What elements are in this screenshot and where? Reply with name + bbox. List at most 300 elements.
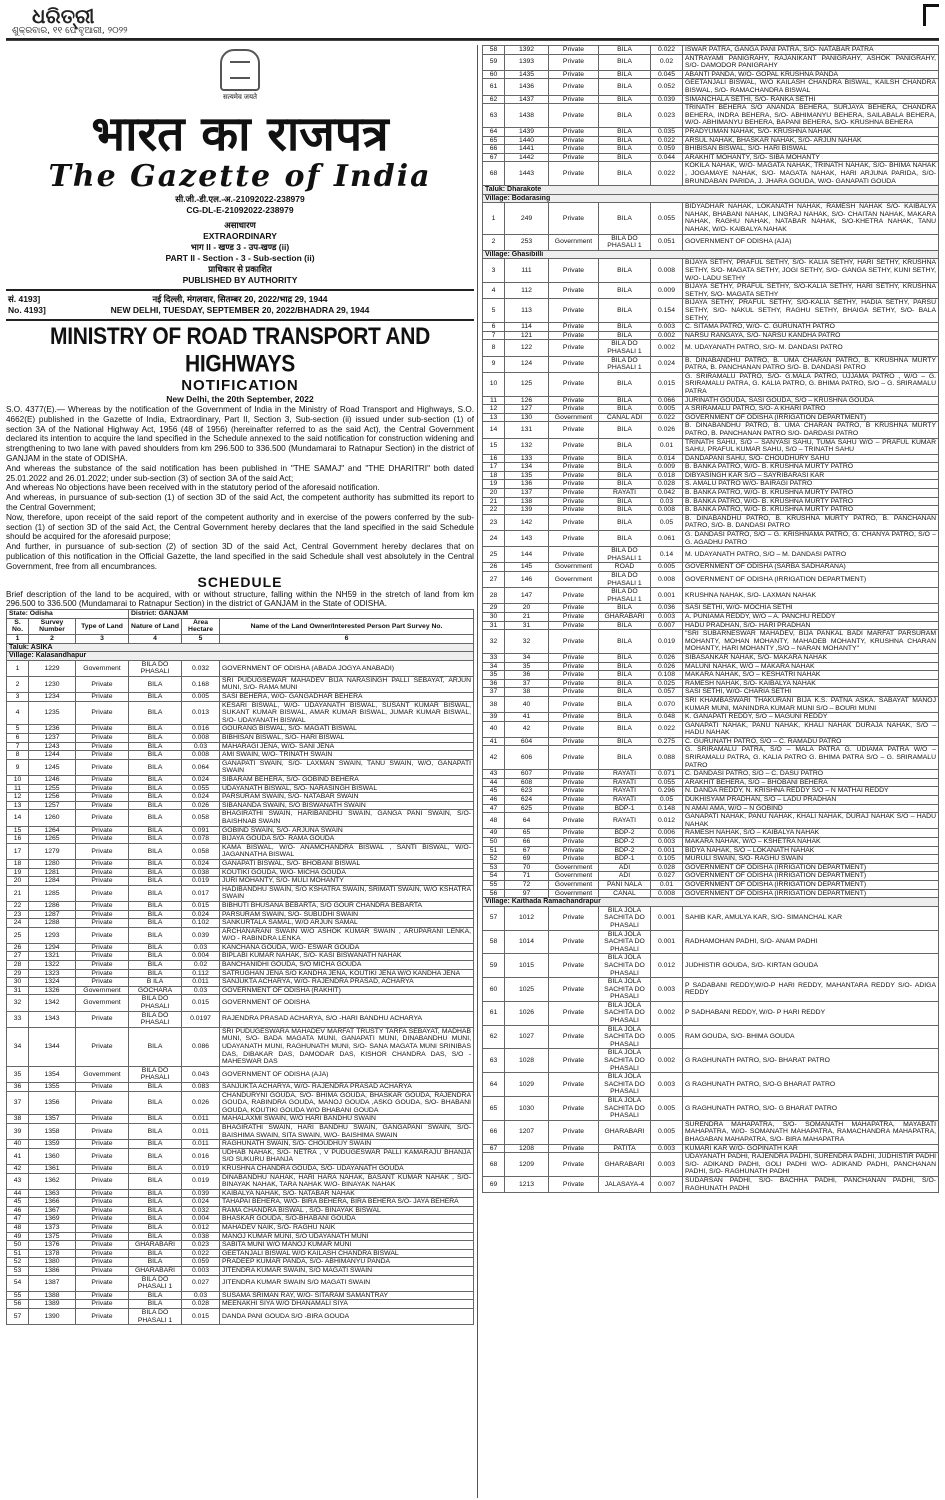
cell-sno: 1 bbox=[7, 660, 29, 676]
cell-sno: 42 bbox=[483, 746, 505, 770]
cell-sno: 33 bbox=[7, 1011, 29, 1027]
cell-sno: 46 bbox=[7, 1206, 29, 1215]
cell-area: 0.014 bbox=[651, 454, 683, 463]
table-row bbox=[7, 943, 474, 952]
cell-owner: SRI PUDUGESWARA MAHADEV MARFAT TRUSTY TARFA SEBAYAT, MADHAB MUNI, S/O- BADA MAGATA MUNI, GANAPATI MUNI, DINABANDHU MUNI, UDAYANATH MUNI, RAGHUNATH MUNI, S/O- SANA MAGATA MUNI SRINIBAS DAS, DIBAKAR DAS, DAMODAR DAS, KISHOR CHANDRA DAS, S/O - MAHESWAR DAS bbox=[220, 1027, 474, 1066]
cell-type: Private bbox=[549, 259, 599, 283]
cell-owner: ABANTI PANDA, W/O- GOPAL KRUSHNA PANDA bbox=[683, 70, 939, 79]
table-row bbox=[483, 872, 939, 881]
table-row bbox=[7, 1258, 474, 1267]
col-header-owner: Name of the Land Owner/Interested Person Part Survey No. bbox=[220, 618, 474, 634]
cell-area: 0.019 bbox=[182, 1173, 220, 1189]
cell-type: Private bbox=[76, 751, 129, 760]
cell-nature: BDP-2 bbox=[599, 846, 651, 855]
cell-nature: ROAD bbox=[599, 563, 651, 572]
cell-survey: 1213 bbox=[505, 1176, 549, 1192]
cell-type: Private bbox=[76, 725, 129, 734]
section-row bbox=[7, 643, 474, 652]
section-label: Village: Kalasandhapur bbox=[7, 652, 474, 661]
cell-sno: 46 bbox=[483, 796, 505, 805]
cell-owner: TAHAPAI BEHERA, W/O- BIRA BEHERA, BIRA BEHERA S/O- JAYA BEHERA bbox=[220, 1198, 474, 1207]
cell-nature: BILA bbox=[599, 46, 651, 55]
cell-area: 0.022 bbox=[651, 46, 683, 55]
cell-survey: 608 bbox=[505, 778, 549, 787]
cell-area: 0.024 bbox=[182, 1198, 220, 1207]
cell-type: Private bbox=[549, 340, 599, 356]
cell-sno: 45 bbox=[7, 1198, 29, 1207]
cell-type: Government bbox=[549, 880, 599, 889]
section-label: Village: Bodarasing bbox=[483, 194, 939, 203]
cell-nature: BILA bbox=[129, 734, 182, 743]
cell-sno: 5 bbox=[483, 299, 505, 323]
cell-owner: KAIBALYA NAHAK, S/O- NATABAR NAHAK bbox=[220, 1189, 474, 1198]
cell-sno: 9 bbox=[483, 356, 505, 372]
cell-owner: RAMESH NAHAK, S/O- KAIBALYA NAHAK bbox=[683, 679, 939, 688]
cell-owner: BIJAYA SETHY, PRAFUL SETHY, S/O-KALIA SETHY, HADIA SETHY, PARSU SETHY, S/O- NAKUL SETHY, RAGHU SETHY, BHAIGA SETHY, S/O- BALA SETHY, bbox=[683, 299, 939, 323]
cell-area: 0.005 bbox=[182, 693, 220, 702]
table-row bbox=[483, 299, 939, 323]
cell-owner: B. BANKA PATRO, W/O- B. KRUSHNA MURTY PATRO bbox=[683, 463, 939, 472]
section-row bbox=[483, 898, 939, 907]
cell-sno: 21 bbox=[7, 885, 29, 901]
cell-owner: AMI SWAIN, W/O- TRINATH SWAIN bbox=[220, 751, 474, 760]
cell-survey: 1362 bbox=[29, 1173, 76, 1189]
cell-area: 0.003 bbox=[651, 1144, 683, 1153]
cell-survey: 1442 bbox=[505, 153, 549, 162]
cell-owner: ARCHANARANI SWAIN W/O ASHOK KUMAR SWAIN , ARUPARANI LENKA, W/O - RABINDRA LENKA bbox=[220, 927, 474, 943]
cell-survey: 1355 bbox=[29, 1082, 76, 1091]
cell-sno: 43 bbox=[483, 770, 505, 779]
table-row bbox=[7, 843, 474, 859]
schedule-table-right bbox=[482, 45, 939, 1193]
cell-nature: BILA bbox=[599, 497, 651, 506]
cell-nature: BILA bbox=[129, 927, 182, 943]
cell-survey: 137 bbox=[505, 489, 549, 498]
table-row bbox=[7, 801, 474, 810]
cell-nature: BILA bbox=[129, 919, 182, 928]
cell-owner: CHANDURYNI GOUDA, S/O- BHIMA GOUDA, BHASKAR GOUDA, RAJENDRA GOUDA, RABINDRA GOUDA, MANOJ GOUDA ,ASKO GOUDA, S/O- BHABANI GOUDA, KOUTIKI GOUDA W/O BHABANI GOUDA bbox=[220, 1091, 474, 1115]
cell-owner: GEETANJALI BISWAL, W/O KAILASH CHANDRA BISWAL, KAILSH CHANDRA BISWAL, S/O- RAMACHANDRA BISWAL bbox=[683, 79, 939, 95]
cell-survey: 1322 bbox=[29, 961, 76, 970]
cell-area: 0.038 bbox=[182, 868, 220, 877]
cell-owner: B. DINABANDHU PATRO, B. UMA CHARAN PATRO, B KRUSHNA MURTY PATRO, B. PANCHANAN PATRO S/O- DARDASI PATRO bbox=[683, 422, 939, 438]
table-row bbox=[7, 952, 474, 961]
cell-nature: BILA bbox=[599, 259, 651, 283]
table-row bbox=[483, 471, 939, 480]
cell-sno: 29 bbox=[483, 604, 505, 613]
cell-sno: 65 bbox=[483, 1097, 505, 1121]
cell-area: 0.086 bbox=[182, 1027, 220, 1066]
table-row bbox=[483, 422, 939, 438]
table-row bbox=[483, 588, 939, 604]
cell-owner: DANDA PANI GOUDA S/O -BIRA GOUDA bbox=[220, 1309, 474, 1325]
cell-type: Private bbox=[549, 679, 599, 688]
cell-type: Government bbox=[549, 234, 599, 250]
gazette-type: EXTRAORDINARY bbox=[203, 231, 277, 241]
cell-owner: ISWAR PATRA, GANGA PANI PATRA, S/O- NATABAR PATRA bbox=[683, 46, 939, 55]
newspaper-date: ଶୁକ୍ରବାର, ୧୧ ଫେବୃଆରୀ, ୨୦୨୨ bbox=[12, 26, 128, 36]
notification-paragraph: S.O. 4377(E).— Whereas by the notification of the Government of India in the Ministry of Road Transport and Highways, S.O. 4662(E) published in the Gazette of India, Extraordinary, Part II, Section 3, Sub-section (ii) issued under sub-section (1) of section 3A of the National Highway Act, 1956 (48 of 1956) (hereinafter referred to as the said Act), the Central Government declared its intention to acquire the land specified in the Schedule annexed to the said notification for construction widening and strengthening to two lane with paved shoulders from km 296.500 to 336.500 (Mundamarai to Ratnapur Section) in the district of GANJAM in the state of ODISHA. bbox=[6, 405, 474, 463]
cell-type: Private bbox=[549, 737, 599, 746]
cell-owner: BHIBISAN BISWAL, S/O- HARI BISWAL bbox=[683, 145, 939, 154]
table-row bbox=[483, 70, 939, 79]
cell-survey: 1265 bbox=[29, 835, 76, 844]
cell-type: Private bbox=[76, 793, 129, 802]
cell-area: 0.026 bbox=[182, 801, 220, 810]
cell-area: 0.05 bbox=[651, 796, 683, 805]
cell-nature: BILA bbox=[129, 1027, 182, 1066]
gazette-code-hindi: सी.जी.-डी.एल.-अ.-21092022-238979 bbox=[175, 194, 305, 204]
cell-survey: 40 bbox=[505, 696, 549, 712]
cell-sno: 35 bbox=[483, 671, 505, 680]
cell-sno: 68 bbox=[483, 1153, 505, 1177]
cell-sno: 48 bbox=[483, 813, 505, 829]
cell-owner: MAHALAXMI SWAIN, W/O HARI BANDHU SWAIN bbox=[220, 1115, 474, 1124]
cell-nature: PANI NALA bbox=[599, 880, 651, 889]
cell-type: Private bbox=[76, 1198, 129, 1207]
cell-sno: 50 bbox=[7, 1241, 29, 1250]
cell-owner: DANDAPANI SAHU, S/O- CHOUDHURY SAHU bbox=[683, 454, 939, 463]
cell-area: 0.022 bbox=[651, 413, 683, 422]
cell-type: Private bbox=[76, 1275, 129, 1291]
cell-area: 0.066 bbox=[651, 396, 683, 405]
cell-area: 0.015 bbox=[651, 372, 683, 396]
table-row bbox=[483, 372, 939, 396]
cell-owner: C. GURUNATH PATRO, S/O – C. RAMADU PATRO bbox=[683, 737, 939, 746]
cell-owner: ARAKHIT BEHERA, S/O – BHOBANI BEHERA bbox=[683, 778, 939, 787]
cell-type: Private bbox=[549, 1025, 599, 1049]
cell-owner: DINABANDHU NAHAK, HARI HARA NAHAK, BASANT KUMAR NAHAK , S/O- BINAYAK NAHAK, TARA NAHAK W/O- BINAYAK NAHAK bbox=[220, 1173, 474, 1189]
cell-owner: SIMANCHALA SETHI, S/O- RANKA SETHI bbox=[683, 95, 939, 104]
cell-area: 0.008 bbox=[651, 889, 683, 898]
cell-type: Private bbox=[549, 796, 599, 805]
cell-sno: 16 bbox=[7, 835, 29, 844]
table-row bbox=[7, 961, 474, 970]
cell-area: 0.059 bbox=[182, 1258, 220, 1267]
cell-type: Private bbox=[76, 1148, 129, 1164]
cell-sno: 20 bbox=[483, 489, 505, 498]
cell-nature: GHARABARI bbox=[129, 1267, 182, 1276]
cell-area: 0.017 bbox=[182, 885, 220, 901]
cell-area: 0.024 bbox=[182, 776, 220, 785]
cell-survey: 624 bbox=[505, 796, 549, 805]
cell-survey: 41 bbox=[505, 713, 549, 722]
table-row bbox=[7, 676, 474, 692]
cell-nature: BILA DO PHASALI 1 bbox=[599, 234, 651, 250]
cell-survey: 1207 bbox=[505, 1120, 549, 1144]
cell-area: 0.051 bbox=[651, 234, 683, 250]
cell-area: 0.052 bbox=[651, 79, 683, 95]
table-row bbox=[483, 880, 939, 889]
cell-owner: B. BANKA PATRO, W/O- B. KRUSHNA MURTY PATRO bbox=[683, 497, 939, 506]
cell-area: 0.022 bbox=[651, 721, 683, 737]
col-num: 5 bbox=[182, 634, 220, 643]
cell-owner: MAKARA NAHAK, W/O – KSHETRA NAHAK bbox=[683, 838, 939, 847]
cell-owner: BIJAYA SETHY, PRAFUL SETHY, S/O- KALIA SETHY, HARI SETHY, KRUSHNA SETHY, S/O- MAGATA SETHY, JOGI SETHY, S/O- GANGA SETHY, KUNI SETHY, W/O- LADU SETHY bbox=[683, 259, 939, 283]
cell-area: 0.027 bbox=[182, 1275, 220, 1291]
cell-owner: KAMA BISWAL, W/O- ANAMCHANDRA BISWAL , SANTI BISWAL, W/O- JAGANNATHA BISWAL bbox=[220, 843, 474, 859]
cell-nature: BILA bbox=[599, 372, 651, 396]
cell-owner: PRADYUMAN NAHAK, S/O- KRUSHNA NAHAK bbox=[683, 127, 939, 136]
cell-area: 0.011 bbox=[182, 978, 220, 987]
table-row bbox=[483, 1097, 939, 1121]
cell-nature: CANAL bbox=[599, 889, 651, 898]
cell-area: 0.03 bbox=[182, 943, 220, 952]
table-row bbox=[483, 746, 939, 770]
cell-nature: BILA bbox=[129, 969, 182, 978]
table-row bbox=[7, 969, 474, 978]
cell-nature: BILA bbox=[129, 1258, 182, 1267]
cell-sno: 34 bbox=[7, 1027, 29, 1066]
cell-survey: 1256 bbox=[29, 793, 76, 802]
cell-nature: RAYATI bbox=[599, 787, 651, 796]
cell-owner: PARSURAM SWAIN, S/O- SUBUDHI SWAIN bbox=[220, 910, 474, 919]
cell-survey: 36 bbox=[505, 671, 549, 680]
cell-sno: 37 bbox=[483, 688, 505, 697]
table-row bbox=[483, 906, 939, 930]
cell-owner: SRI KHAMBASWARI THAKURANI BIJA K.S. PATNA ASKA. SABAYAT MANOJ KUMAR MUNI, MANINDRA KUMAR MUNI S/O – BOURI MUNI bbox=[683, 696, 939, 712]
cell-area: 0.026 bbox=[651, 662, 683, 671]
table-row bbox=[7, 776, 474, 785]
cell-type: Private bbox=[549, 127, 599, 136]
cell-survey: 131 bbox=[505, 422, 549, 438]
cell-owner: SANJUKTA ACHARYA, W/O- RAJENDRA PRASAD ACHARYA bbox=[220, 1082, 474, 1091]
table-row bbox=[483, 679, 939, 688]
table-row bbox=[7, 1232, 474, 1241]
cell-type: Private bbox=[549, 746, 599, 770]
cell-type: Private bbox=[549, 422, 599, 438]
cell-type: Government bbox=[76, 986, 129, 995]
cell-sno: 22 bbox=[483, 506, 505, 515]
cell-type: Government bbox=[76, 995, 129, 1011]
cell-owner: KRUSHNA CHANDRA GOUDA, S/O- UDAYANATH GOUDA bbox=[220, 1164, 474, 1173]
cell-survey: 143 bbox=[505, 531, 549, 547]
section-row bbox=[483, 250, 939, 259]
cell-type: Government bbox=[549, 572, 599, 588]
cell-owner: MAHADEV NAIK, S/O- RAGHU NAIK bbox=[220, 1224, 474, 1233]
cell-nature: BILA JOLA SACHITA DO PHASALI bbox=[599, 1025, 651, 1049]
cell-owner: MEENAKHI SIYA W/O DHANAMALI SIYA bbox=[220, 1300, 474, 1309]
table-row bbox=[483, 804, 939, 813]
cell-area: 0.012 bbox=[651, 813, 683, 829]
cell-owner: S. AMALU PATRO W/O- BAIRAGI PATRO bbox=[683, 480, 939, 489]
table-row bbox=[7, 1198, 474, 1207]
cell-survey: 133 bbox=[505, 454, 549, 463]
table-row bbox=[483, 688, 939, 697]
cell-area: 0.005 bbox=[651, 563, 683, 572]
cell-owner: BANCHANIDHI GOUDA, S/O MICHA GOUDA bbox=[220, 961, 474, 970]
notification-paragraph: Now, therefore, upon receipt of the said report of the competent authority and in exercise of the powers conferred by the sub-section (1) of section 3D of the said Act, the Central Government hereby declares that the land specified in the said Schedule should be acquired for the aforesaid purpose; bbox=[6, 512, 474, 542]
cell-type: Private bbox=[76, 676, 129, 692]
cell-survey: 1342 bbox=[29, 995, 76, 1011]
cell-area: 0.032 bbox=[182, 660, 220, 676]
cell-nature: BILA bbox=[129, 801, 182, 810]
table-row bbox=[483, 438, 939, 454]
cell-owner: RAMA CHANDRA BISWAL , S/O- BINAYAK BISWAL bbox=[220, 1206, 474, 1215]
cell-nature: BILA bbox=[129, 901, 182, 910]
cell-nature: BILA bbox=[599, 713, 651, 722]
cell-sno: 69 bbox=[483, 1176, 505, 1192]
table-row bbox=[483, 813, 939, 829]
cell-survey: 1293 bbox=[29, 927, 76, 943]
cell-nature: BILA bbox=[599, 604, 651, 613]
section-label: Village: Kaithada Ramachandrapur bbox=[483, 898, 939, 907]
cell-owner: JURINATH GOUDA, SASI GOUDA, S/O – KRUSHNA GOUDA bbox=[683, 396, 939, 405]
cell-nature: BILA DO PHASALI bbox=[129, 1066, 182, 1082]
cell-sno: 56 bbox=[483, 889, 505, 898]
cell-area: 0.058 bbox=[182, 843, 220, 859]
cell-area: 0.011 bbox=[182, 1123, 220, 1139]
cell-sno: 13 bbox=[483, 413, 505, 422]
cell-type: Private bbox=[76, 826, 129, 835]
cell-owner: GOVERNMENT OF ODISHA bbox=[220, 995, 474, 1011]
cell-sno: 18 bbox=[483, 471, 505, 480]
gazette-page bbox=[6, 40, 939, 1498]
cell-survey: 42 bbox=[505, 721, 549, 737]
cell-type: Private bbox=[76, 784, 129, 793]
cell-area: 0.022 bbox=[651, 162, 683, 186]
cell-sno: 26 bbox=[7, 943, 29, 952]
cell-type: Private bbox=[76, 1206, 129, 1215]
cell-sno: 48 bbox=[7, 1224, 29, 1233]
cell-type: Private bbox=[549, 506, 599, 515]
table-row bbox=[483, 1001, 939, 1025]
gazette-code: CG-DL-E-21092022-238979 bbox=[186, 205, 294, 215]
cell-type: Private bbox=[549, 356, 599, 372]
table-row bbox=[7, 927, 474, 943]
cell-area: 0.004 bbox=[182, 952, 220, 961]
cell-type: Private bbox=[549, 1073, 599, 1097]
cell-survey: 124 bbox=[505, 356, 549, 372]
cell-type: Private bbox=[76, 943, 129, 952]
cell-sno: 25 bbox=[483, 547, 505, 563]
cell-nature: BILA bbox=[599, 323, 651, 332]
cell-type: Private bbox=[76, 877, 129, 886]
cell-survey: 21 bbox=[505, 612, 549, 621]
cell-owner: GEETANJALI BISWAL W/O KAILASH CHANDRA BISWAL bbox=[220, 1249, 474, 1258]
table-row bbox=[483, 713, 939, 722]
table-row bbox=[7, 835, 474, 844]
cell-sno: 58 bbox=[483, 930, 505, 954]
cell-survey: 1361 bbox=[29, 1164, 76, 1173]
cell-nature: BILA bbox=[599, 471, 651, 480]
cell-type: Private bbox=[76, 919, 129, 928]
cell-survey: 1358 bbox=[29, 1123, 76, 1139]
cell-survey: 122 bbox=[505, 340, 549, 356]
cell-type: Private bbox=[76, 1232, 129, 1241]
cell-survey: 606 bbox=[505, 746, 549, 770]
cell-area: 0.045 bbox=[651, 70, 683, 79]
cell-type: Private bbox=[549, 813, 599, 829]
cell-survey: 625 bbox=[505, 804, 549, 813]
cell-survey: 1343 bbox=[29, 1011, 76, 1027]
cell-area: 0.007 bbox=[651, 1176, 683, 1192]
cell-sno: 7 bbox=[483, 331, 505, 340]
state-label: State: Odisha bbox=[7, 610, 129, 619]
col-header-sno: S. No. bbox=[7, 618, 29, 634]
cell-type: Private bbox=[549, 70, 599, 79]
cell-survey: 1286 bbox=[29, 901, 76, 910]
cell-area: 0.018 bbox=[651, 471, 683, 480]
cell-owner: MALUNI NAHAK, W/O – MAKARA NAHAK bbox=[683, 662, 939, 671]
cell-type: Private bbox=[549, 136, 599, 145]
cell-nature: BILA bbox=[599, 79, 651, 95]
cell-owner: SURENDRA MAHAPATRA, S/O- SOMANATH MAHAPATRA, MAYABATI MAHAPATRA, W/O- SOMANATH MAHAPATRA, RAMACHANDRA MAHAPATRA, BHAGABAN MAHAPATRA, S/O- BIRA MAHAPATRA bbox=[683, 1120, 939, 1144]
cell-area: 0.006 bbox=[651, 829, 683, 838]
cell-owner: JITENDRA KUMAR SWAIN S/O MAGATI SWAIN bbox=[220, 1275, 474, 1291]
cell-sno: 62 bbox=[483, 1025, 505, 1049]
cell-survey: 1026 bbox=[505, 1001, 549, 1025]
cell-owner: G RAGHUNATH PATRO, S/O- BHARAT PATRO bbox=[683, 1049, 939, 1073]
cell-nature: BILA bbox=[599, 746, 651, 770]
cell-area: 0.009 bbox=[651, 463, 683, 472]
section-row bbox=[483, 186, 939, 195]
notification-body bbox=[6, 405, 474, 572]
cell-survey: 1360 bbox=[29, 1148, 76, 1164]
cell-nature: BILA bbox=[129, 943, 182, 952]
cell-type: Private bbox=[76, 835, 129, 844]
cell-survey: 64 bbox=[505, 813, 549, 829]
cell-nature: BILA bbox=[129, 1123, 182, 1139]
table-row bbox=[483, 630, 939, 654]
cell-owner: SASI BEHERA, W/O- GANGADHAR BEHERA bbox=[220, 693, 474, 702]
cell-area: 0.168 bbox=[182, 676, 220, 692]
cell-owner: KANCHANA GOUDA, W/O- ESWAR GOUDA bbox=[220, 943, 474, 952]
cell-sno: 52 bbox=[7, 1258, 29, 1267]
cell-sno: 57 bbox=[483, 906, 505, 930]
cell-type: Private bbox=[76, 961, 129, 970]
cell-nature: BILA bbox=[599, 331, 651, 340]
cell-survey: 1326 bbox=[29, 986, 76, 995]
cell-survey: 607 bbox=[505, 770, 549, 779]
cell-nature: BILA bbox=[599, 95, 651, 104]
cell-survey: 1389 bbox=[29, 1300, 76, 1309]
table-row bbox=[7, 877, 474, 886]
cell-sno: 60 bbox=[483, 978, 505, 1002]
cell-area: 0.071 bbox=[651, 770, 683, 779]
cell-owner: DUKHISYAM PRADHAN, S/O – LADU PRADHAN bbox=[683, 796, 939, 805]
cell-nature: BILA bbox=[599, 514, 651, 530]
table-row bbox=[483, 104, 939, 128]
cell-type: Private bbox=[549, 153, 599, 162]
cell-sno: 12 bbox=[7, 793, 29, 802]
cell-type: Private bbox=[549, 454, 599, 463]
cell-type: Private bbox=[549, 203, 599, 234]
cell-nature: BILA bbox=[129, 1173, 182, 1189]
cell-survey: 1288 bbox=[29, 919, 76, 928]
table-row bbox=[483, 721, 939, 737]
cell-nature: BILA bbox=[129, 1164, 182, 1173]
cell-type: Government bbox=[549, 563, 599, 572]
cell-nature: BILA bbox=[129, 961, 182, 970]
cell-type: Private bbox=[76, 843, 129, 859]
cell-type: Private bbox=[76, 1309, 129, 1325]
cell-nature: BILA bbox=[129, 868, 182, 877]
table-row bbox=[7, 759, 474, 775]
cell-nature: BILA bbox=[129, 877, 182, 886]
cell-owner: N AMAI AMA, W/O – N GOBIND bbox=[683, 804, 939, 813]
cell-nature: RAYATI bbox=[599, 770, 651, 779]
cell-nature: BILA bbox=[599, 653, 651, 662]
cell-area: 0.055 bbox=[651, 203, 683, 234]
cell-type: Private bbox=[549, 405, 599, 414]
cell-nature: PATITA bbox=[599, 1144, 651, 1153]
cell-survey: 1235 bbox=[29, 701, 76, 725]
table-row bbox=[7, 784, 474, 793]
cell-area: 0.011 bbox=[182, 1140, 220, 1149]
cell-nature: BILA bbox=[129, 725, 182, 734]
cell-owner: GANAPATI NAHAK, PANU NAHAK, KHALI NAHAK DURAJA NAHAK, S/O – HADU NAHAK bbox=[683, 721, 939, 737]
